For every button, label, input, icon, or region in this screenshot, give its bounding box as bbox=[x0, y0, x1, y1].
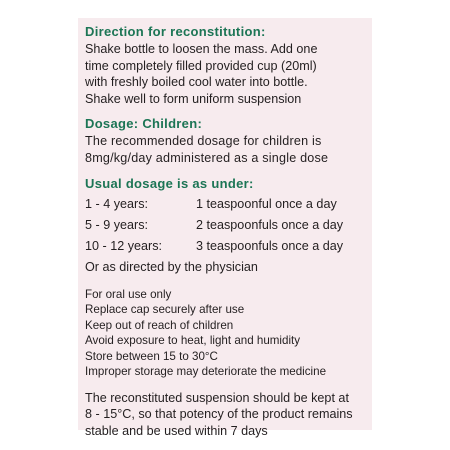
dosage-row bbox=[85, 218, 372, 239]
dosage-age: 10 - 12 years: bbox=[85, 238, 163, 253]
dosage-line: 8mg/kg/day administered as a single dose bbox=[85, 150, 329, 165]
dosage-amount: 1 teaspoonful once a day bbox=[196, 196, 337, 211]
dosage-heading bbox=[85, 116, 372, 132]
dosage-heading-suffix: Children bbox=[142, 116, 198, 132]
reconstitution-line: with freshly boiled cool water into bottle. bbox=[85, 75, 308, 90]
reconstitution-line: Shake well to form uniform suspension bbox=[85, 91, 302, 106]
dosage-row bbox=[85, 239, 372, 260]
storage-note bbox=[85, 390, 372, 440]
dosage-heading-colon: : bbox=[197, 116, 203, 132]
dosage-age: 1 - 4 years: bbox=[85, 196, 148, 211]
storage-note-line: 8 - 15°C, so that potency of the product remains bbox=[85, 407, 353, 422]
instruction-item: Keep out of reach of children bbox=[85, 318, 234, 332]
instruction-item: For oral use only bbox=[85, 287, 172, 301]
dosage-line: The recommended dosage for children is bbox=[85, 134, 322, 149]
usual-dosage-heading: Usual dosage is as under: bbox=[85, 175, 254, 191]
reconstitution-line: Shake bottle to loosen the mass. Add one bbox=[85, 42, 318, 56]
instruction-item: Replace cap securely after use bbox=[85, 303, 245, 317]
dosage-heading-prefix: Dosage bbox=[85, 116, 134, 132]
reconstitution-text bbox=[85, 41, 372, 107]
dosage-text bbox=[85, 133, 372, 166]
physician-note: Or as directed by the physician bbox=[85, 259, 258, 274]
dosage-heading-separator: : bbox=[133, 116, 143, 132]
reconstitution-line: time completely filled provided cup (20ml) bbox=[85, 58, 317, 73]
reconstitution-heading: Direction for reconstitution: bbox=[85, 24, 266, 39]
instruction-item: Avoid exposure to heat, light and humidity bbox=[85, 334, 301, 348]
dosage-age: 5 - 9 years: bbox=[85, 217, 148, 232]
instruction-item: Store between 15 to 30°C bbox=[85, 349, 218, 363]
instruction-item: Improper storage may deteriorate the medicine bbox=[85, 365, 327, 379]
dosage-row bbox=[85, 197, 372, 218]
storage-note-line: The reconstituted suspension should be kept at bbox=[85, 390, 349, 405]
storage-note-line: stable and be used within 7 days bbox=[85, 423, 268, 438]
medicine-label-panel bbox=[78, 18, 372, 438]
dosage-amount: 3 teaspoonfuls once a day bbox=[196, 238, 344, 253]
instructions-list bbox=[85, 287, 372, 380]
dosage-amount: 2 teaspoonfuls once a day bbox=[196, 217, 344, 232]
dosage-table bbox=[85, 197, 372, 275]
